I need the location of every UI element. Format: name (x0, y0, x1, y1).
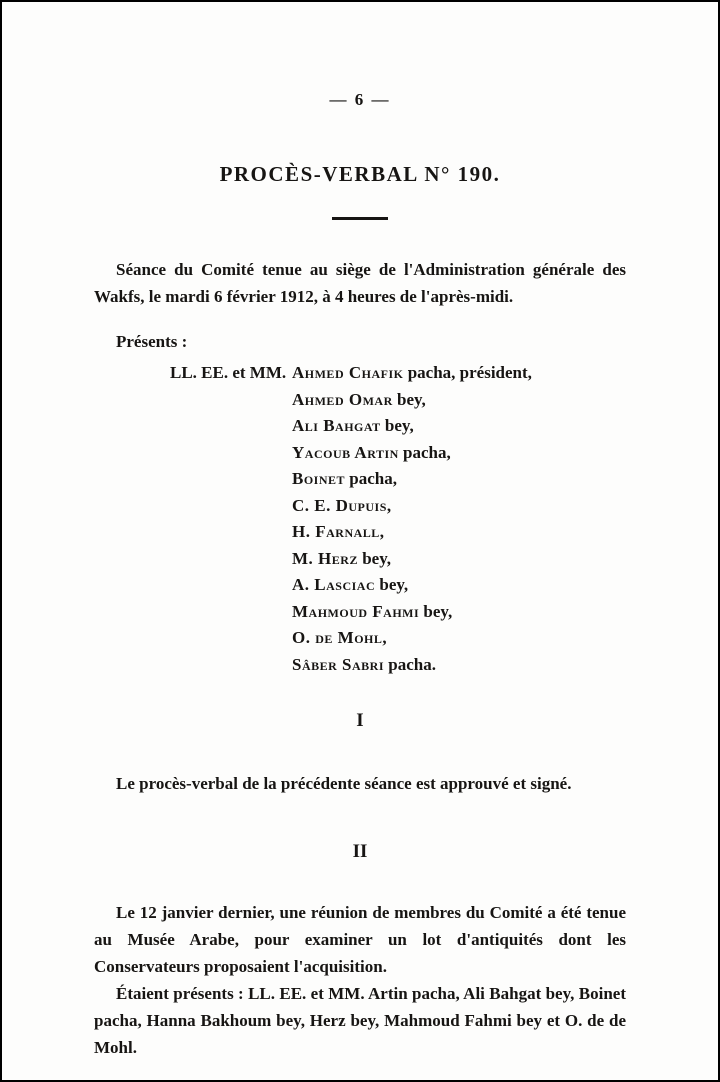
attendee-row (292, 572, 626, 599)
attendee-row (292, 493, 626, 520)
attendee-title: pacha, (345, 469, 397, 488)
intro-paragraph: Séance du Comité tenue au siège de l'Administration générale des Wakfs, le mardi 6 février 1912, à 4 heures de l'après-midi. (94, 260, 626, 306)
attendee-title: bey, (392, 389, 426, 409)
attendee-title: pacha, président, (403, 363, 532, 382)
title-divider-rule (332, 217, 388, 220)
attendee-title: pacha. (384, 654, 436, 674)
document-title: PROCÈS-VERBAL N° 190. (219, 162, 501, 186)
attendee-row (292, 599, 626, 626)
attendee-title: , (386, 495, 392, 515)
attendee-name: Yacoub Artin (292, 442, 399, 462)
page-content (94, 2, 626, 1061)
attendee-title: pacha, (398, 442, 451, 462)
attendee-row (292, 360, 626, 387)
attendee-row (292, 466, 626, 493)
attendee-row (292, 546, 626, 573)
presents-label: Présents : (116, 332, 188, 351)
attendee-name: Ahmed Chafik (292, 363, 404, 382)
attendee-name: M. Herz (292, 548, 358, 568)
attendee-row (292, 440, 626, 467)
section-1-paragraph: Le procès-verbal de la précédente séance est approuvé et signé. (116, 774, 572, 793)
page-number: — 6 — (329, 90, 391, 109)
attendee-title: , (379, 522, 385, 541)
attendee-row (292, 625, 626, 652)
attendee-name: H. Farnall (292, 522, 380, 541)
section-2-paragraph-2: Étaient présents : LL. EE. et MM. Artin pacha, Ali Bahgat bey, Boinet pacha, Hanna Bakhoum bey, Herz bey, Mahmoud Fahmi bey et O. de de Mohl. (94, 984, 626, 1057)
attendee-names-column (292, 360, 626, 678)
attendee-title: bey, (375, 575, 409, 594)
attendee-title: bey, (419, 601, 453, 621)
attendee-title: bey, (380, 416, 414, 435)
attendee-name: Boinet (292, 469, 346, 488)
attendee-row (292, 413, 626, 440)
attendee-name: O. de Mohl (292, 628, 383, 647)
section-2-paragraph-1: Le 12 janvier dernier, une réunion de membres du Comité a été tenue au Musée Arabe, pour examiner un lot d'antiquités dont les Conservateurs proposaient l'acquisition. (94, 903, 626, 976)
attendee-title: , (382, 628, 387, 647)
attendee-name: C. E. Dupuis (292, 495, 387, 515)
attendee-row (292, 387, 626, 414)
section-heading-2: II (352, 841, 368, 862)
attendee-row (292, 519, 626, 546)
section-heading-1: I (356, 710, 364, 731)
attendee-name: Ali Bahgat (292, 416, 381, 435)
attendee-list (170, 360, 626, 678)
attendee-row (292, 652, 626, 679)
attendee-title: bey, (357, 548, 392, 568)
attendee-name: Mahmoud Fahmi (292, 601, 420, 621)
attendee-name: Sâber Sabri (292, 654, 385, 674)
attendee-name: A. Lasciac (292, 575, 376, 594)
attendee-name: Ahmed Omar (292, 389, 393, 409)
attendee-list-prefix: LL. EE. et MM. (170, 363, 287, 382)
